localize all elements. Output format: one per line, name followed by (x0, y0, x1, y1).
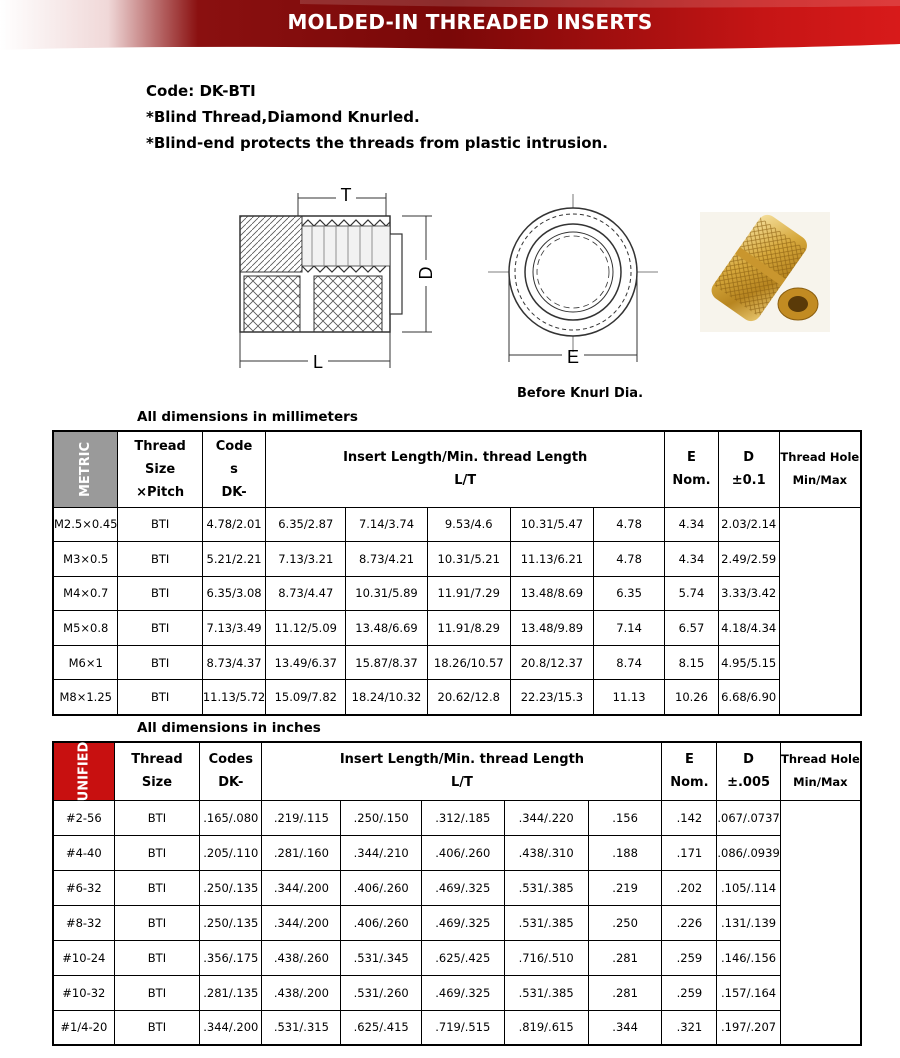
metric-table-cell: 7.13/3.21 (266, 542, 346, 577)
metric-table-cell: 10.31/5.47 (510, 507, 593, 542)
metric-table-row (53, 542, 861, 577)
unified-table-cell: #1/4-20 (53, 1010, 114, 1045)
unified-table-cell: #8-32 (53, 905, 114, 940)
unified-table-cell: .344/.220 (504, 800, 588, 835)
metric-table-cell: 4.78 (594, 542, 665, 577)
unified-table-cell: #10-24 (53, 940, 114, 975)
metric-table-cell: 20.62/12.8 (427, 680, 510, 715)
unified-col-thread-hole: Thread Hole Min/Max (780, 742, 861, 800)
metric-table-cell: BTI (118, 645, 202, 680)
title-banner (0, 0, 900, 52)
metric-table-row (53, 576, 861, 611)
unified-col-thread-size: Thread Size (114, 742, 200, 800)
metric-side-label: METRIC (53, 431, 118, 507)
unified-table-cell: BTI (114, 800, 200, 835)
metric-table-cell: BTI (118, 611, 202, 646)
unified-col-e: E Nom. (662, 742, 717, 800)
unified-table-cell: .219/.115 (262, 800, 341, 835)
unified-table-cell: .281/.135 (200, 975, 262, 1010)
metric-col-d: D ±0.1 (718, 431, 779, 507)
unified-table-cell: .281 (588, 940, 662, 975)
unified-table-cell: .469/.325 (422, 905, 504, 940)
unified-table-row (53, 905, 861, 940)
metric-table-cell: 2.03/2.14 (718, 507, 779, 542)
unified-table-cell: .469/.325 (422, 870, 504, 905)
intro-block (146, 78, 608, 156)
metric-table-cell: 4.34 (665, 542, 719, 577)
unified-table-cell: .438/.200 (262, 975, 341, 1010)
metric-table-cell: 13.49/6.37 (266, 645, 346, 680)
unified-table-cell: .438/.310 (504, 835, 588, 870)
unified-table-cell: .202 (662, 870, 717, 905)
metric-table-cell: 13.48/9.89 (510, 611, 593, 646)
unified-table-cell: BTI (114, 835, 200, 870)
unified-side-label: UNIFIED (53, 742, 114, 800)
unified-table-cell: .259 (662, 940, 717, 975)
metric-table-cell: M6×1 (53, 645, 118, 680)
unified-table-cell: .719/.515 (422, 1010, 504, 1045)
metric-table-cell: 4.78 (594, 507, 665, 542)
unified-table-cell: .250/.150 (341, 800, 422, 835)
unified-table-cell: .250/.135 (200, 870, 262, 905)
metric-table-cell: 5.21/2.21 (202, 542, 265, 577)
unified-table-cell: .531/.260 (341, 975, 422, 1010)
unified-table-cell: .344/.210 (341, 835, 422, 870)
unified-table-cell: .086/.0939 (717, 835, 780, 870)
unified-table-cell: #2-56 (53, 800, 114, 835)
end-view-caption: Before Knurl Dia. (517, 386, 644, 401)
unified-table-cell: .531/.385 (504, 870, 588, 905)
label-e: E (566, 347, 580, 367)
unified-table-cell: .259 (662, 975, 717, 1010)
metric-col-thread-size: Thread Size ×Pitch (118, 431, 202, 507)
unified-table-cell: .281/.160 (262, 835, 341, 870)
unified-table-cell: .165/.080 (200, 800, 262, 835)
unified-table-cell: .226 (662, 905, 717, 940)
unified-table-cell: #6-32 (53, 870, 114, 905)
metric-table-cell: M2.5×0.45 (53, 507, 118, 542)
unified-table-cell: .156 (588, 800, 662, 835)
unified-subheading: All dimensions in inches (137, 720, 321, 736)
unified-col-codes: Codes DK- (200, 742, 262, 800)
metric-table-cell: 6.57 (665, 611, 719, 646)
metric-table-cell: 18.26/10.57 (427, 645, 510, 680)
metric-table-cell: 8.73/4.21 (346, 542, 427, 577)
metric-table-cell: 7.14/3.74 (346, 507, 427, 542)
metric-col-code: Code s DK- (202, 431, 265, 507)
unified-table-cell: .312/.185 (422, 800, 504, 835)
metric-table-cell: 11.12/5.09 (266, 611, 346, 646)
brass-insert-photo (700, 212, 830, 336)
metric-table-cell: M3×0.5 (53, 542, 118, 577)
unified-header-row (53, 742, 861, 800)
metric-table-cell: 18.24/10.32 (346, 680, 427, 715)
unified-col-insert-length: Insert Length/Min. thread Length L/T (262, 742, 662, 800)
unified-table-cell: .531/.385 (504, 905, 588, 940)
metric-table-cell: 13.48/8.69 (510, 576, 593, 611)
unified-table-cell: BTI (114, 1010, 200, 1045)
unified-table-cell: .344/.200 (200, 1010, 262, 1045)
metric-table-cell: 6.35/2.87 (266, 507, 346, 542)
metric-table-cell: 9.53/4.6 (427, 507, 510, 542)
metric-header-row (53, 431, 861, 507)
metric-table-row (53, 645, 861, 680)
unified-table-cell: .438/.260 (262, 940, 341, 975)
unified-table-cell: .188 (588, 835, 662, 870)
metric-col-thread-hole: Thread Hole Min/Max (779, 431, 861, 507)
unified-table-cell: .469/.325 (422, 975, 504, 1010)
unified-table-cell: .344/.200 (262, 870, 341, 905)
metric-table-cell: 2.49/2.59 (718, 542, 779, 577)
insert-section-diagram (228, 176, 458, 380)
metric-table-cell: 8.73/4.37 (202, 645, 265, 680)
unified-table-cell: .406/.260 (341, 870, 422, 905)
metric-table-cell: 4.78/2.01 (202, 507, 265, 542)
unified-table-cell: .131/.139 (717, 905, 780, 940)
unified-table-row (53, 1010, 861, 1045)
metric-table-cell: 6.68/6.90 (718, 680, 779, 715)
unified-table-row (53, 940, 861, 975)
metric-table-cell: 3.33/3.42 (718, 576, 779, 611)
unified-table-cell: .105/.114 (717, 870, 780, 905)
metric-table-row (53, 611, 861, 646)
metric-table-cell: BTI (118, 507, 202, 542)
metric-table (52, 430, 862, 716)
product-code: Code: DK-BTI (146, 82, 256, 100)
unified-table-cell: BTI (114, 870, 200, 905)
unified-table-cell: .625/.425 (422, 940, 504, 975)
metric-table-cell: 8.15 (665, 645, 719, 680)
metric-table-cell: 11.91/8.29 (427, 611, 510, 646)
feature-line-2: *Blind-end protects the threads from plastic intrusion. (146, 134, 608, 152)
metric-table-cell: 8.73/4.47 (266, 576, 346, 611)
metric-subheading: All dimensions in millimeters (137, 409, 358, 425)
unified-table-cell: BTI (114, 975, 200, 1010)
unified-table-cell: .625/.415 (341, 1010, 422, 1045)
unified-table-cell: .146/.156 (717, 940, 780, 975)
metric-table-cell: 10.31/5.21 (427, 542, 510, 577)
metric-table-cell: 8.74 (594, 645, 665, 680)
metric-table-cell: 4.95/5.15 (718, 645, 779, 680)
unified-table-cell: .716/.510 (504, 940, 588, 975)
metric-table-cell: M4×0.7 (53, 576, 118, 611)
label-t: T (340, 185, 352, 205)
unified-table-cell: .171 (662, 835, 717, 870)
metric-table-cell: BTI (118, 542, 202, 577)
metric-table-cell: 5.74 (665, 576, 719, 611)
metric-table-cell: M8×1.25 (53, 680, 118, 715)
unified-table-cell: BTI (114, 940, 200, 975)
unified-table-cell: .406/.260 (341, 905, 422, 940)
metric-table-cell: 11.91/7.29 (427, 576, 510, 611)
metric-table-cell: 4.18/4.34 (718, 611, 779, 646)
unified-table-cell: .344/.200 (262, 905, 341, 940)
metric-table-cell: 10.26 (665, 680, 719, 715)
unified-table-row (53, 835, 861, 870)
unified-table-cell: .321 (662, 1010, 717, 1045)
metric-table-cell: 15.09/7.82 (266, 680, 346, 715)
metric-table-cell: 6.35 (594, 576, 665, 611)
metric-table-cell: 10.31/5.89 (346, 576, 427, 611)
unified-col-d: D ±.005 (717, 742, 780, 800)
unified-table-cell: #10-32 (53, 975, 114, 1010)
metric-table-cell: 13.48/6.69 (346, 611, 427, 646)
unified-table-cell: .531/.385 (504, 975, 588, 1010)
insert-end-view (486, 192, 661, 376)
metric-col-insert-length: Insert Length/Min. thread Length L/T (266, 431, 665, 507)
feature-line-1: *Blind Thread,Diamond Knurled. (146, 108, 420, 126)
unified-table-cell: .281 (588, 975, 662, 1010)
metric-table-row (53, 507, 861, 542)
metric-table-cell: 7.14 (594, 611, 665, 646)
metric-table-cell: BTI (118, 680, 202, 715)
unified-table-cell: .531/.315 (262, 1010, 341, 1045)
metric-table-cell: 22.23/15.3 (510, 680, 593, 715)
unified-table-cell: .250 (588, 905, 662, 940)
metric-table-row (53, 680, 861, 715)
metric-table-cell: 11.13/5.72 (202, 680, 265, 715)
unified-table-cell: .157/.164 (717, 975, 780, 1010)
unified-table-cell: .406/.260 (422, 835, 504, 870)
metric-table-cell: 20.8/12.37 (510, 645, 593, 680)
metric-col-e: E Nom. (665, 431, 719, 507)
metric-table-cell: 7.13/3.49 (202, 611, 265, 646)
metric-table-cell: 11.13/6.21 (510, 542, 593, 577)
unified-table-cell: .356/.175 (200, 940, 262, 975)
unified-table-row (53, 870, 861, 905)
metric-table-cell: 4.34 (665, 507, 719, 542)
unified-table-cell: .819/.615 (504, 1010, 588, 1045)
unified-table-cell: .205/.110 (200, 835, 262, 870)
unified-table-row (53, 975, 861, 1010)
metric-table-cell: BTI (118, 576, 202, 611)
unified-table-cell: .142 (662, 800, 717, 835)
metric-table-cell: 15.87/8.37 (346, 645, 427, 680)
unified-table-cell: #4-40 (53, 835, 114, 870)
unified-table-cell: .067/.0737 (717, 800, 780, 835)
unified-table-row (53, 800, 861, 835)
metric-table-cell: 11.13 (594, 680, 665, 715)
metric-table-cell: 6.35/3.08 (202, 576, 265, 611)
unified-table-cell: BTI (114, 905, 200, 940)
page-title: MOLDED-IN THREADED INSERTS (287, 10, 653, 34)
unified-table-cell: .219 (588, 870, 662, 905)
unified-table-cell: .531/.345 (341, 940, 422, 975)
label-l: L (312, 352, 324, 372)
unified-table-cell: .250/.135 (200, 905, 262, 940)
label-d: D (416, 266, 436, 280)
unified-table (52, 741, 862, 1046)
unified-table-cell: .197/.207 (717, 1010, 780, 1045)
unified-table-cell: .344 (588, 1010, 662, 1045)
metric-table-cell: M5×0.8 (53, 611, 118, 646)
